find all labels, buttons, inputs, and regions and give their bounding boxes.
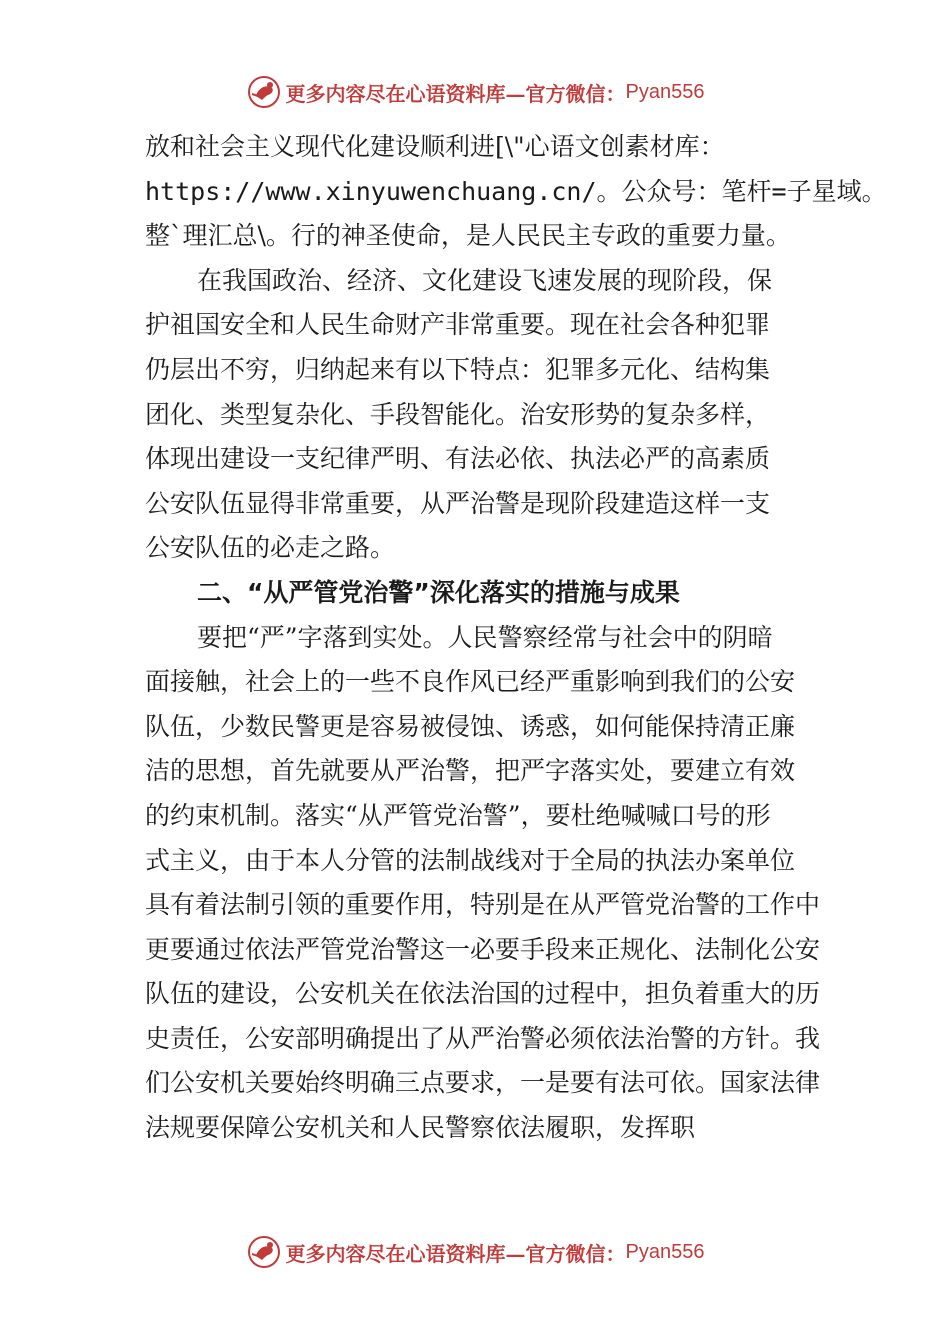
paragraph-3	[145, 616, 821, 1151]
banner-text: 更多内容尽在心语资料库—官方微信：	[285, 1241, 626, 1266]
text-line: 仍层出不穷，归纳起来有以下特点：犯罪多元化、结构集	[145, 354, 771, 384]
text-line-url: https://www.xinyuwenchuang.cn/。公众号：笔杆=子星域。	[145, 176, 887, 206]
text-line: 的约束机制。落实“从严管党治警”，要杜绝喊喊口号的形	[145, 800, 771, 830]
text-line: 队伍的建设，公安机关在依法治国的过程中，担负着重大的历	[145, 979, 821, 1009]
banner-text: 更多内容尽在心语资料库—官方微信：	[285, 81, 626, 106]
text-line: 史责任，公安部明确提出了从严治警必须依法治警的方针。我	[145, 1023, 821, 1053]
document-body	[145, 125, 887, 1151]
text-line: 要把“严”字落到实处。人民警察经常与社会中的阴暗	[197, 622, 773, 652]
fist-logo-icon	[246, 1234, 282, 1270]
text-line: 体现出建设一支纪律严明、有法必依、执法必严的高素质	[145, 444, 771, 474]
text-line: 具有着法制引领的重要作用，特别是在从严管党治警的工作中	[145, 890, 821, 920]
text-line: 公安队伍显得非常重要，从严治警是现阶段建造这样一支	[145, 488, 771, 518]
text-line: 们公安机关要始终明确三点要求，一是要有法可依。国家法律	[145, 1068, 821, 1098]
text-line: 队伍，少数民警更是容易被侵蚀、诱惑，如何能保持清正廉	[145, 711, 796, 741]
section-heading: 二、“从严管党治警”深化落实的措施与成果	[197, 577, 680, 607]
banner-wechat-id: Pyan556	[625, 80, 705, 103]
paragraph-1	[145, 125, 887, 259]
text-line: 团化、类型复杂化、手段智能化。治安形势的复杂多样，	[145, 399, 771, 429]
footer-banner	[0, 1230, 950, 1274]
paragraph-2	[145, 259, 815, 571]
banner-wechat-id: Pyan556	[625, 1240, 705, 1263]
text-line: 面接触，社会上的一些不良作风已经严重影响到我们的公安	[145, 667, 796, 697]
text-line: 整`理汇总\。行的神圣使命，是人民民主专政的重要力量。	[145, 221, 791, 251]
text-line: 放和社会主义现代化建设顺利进[\"心语文创素材库：	[145, 132, 725, 161]
header-banner	[0, 70, 950, 114]
text-line: 在我国政治、经济、文化建设飞速发展的现阶段，保	[197, 265, 773, 295]
text-line: 更要通过依法严管党治警这一必要手段来正规化、法制化公安	[145, 934, 821, 964]
text-line: 公安队伍的必走之路。	[145, 533, 396, 563]
text-line: 法规要保障公安机关和人民警察依法履职，发挥职	[145, 1113, 696, 1143]
text-line: 式主义，由于本人分管的法制战线对于全局的执法办案单位	[145, 845, 796, 875]
fist-logo-icon	[246, 74, 282, 110]
text-line: 护祖国安全和人民生命财产非常重要。现在社会各种犯罪	[145, 310, 771, 340]
text-line: 洁的思想，首先就要从严治警，把严字落实处，要建立有效	[145, 756, 796, 786]
